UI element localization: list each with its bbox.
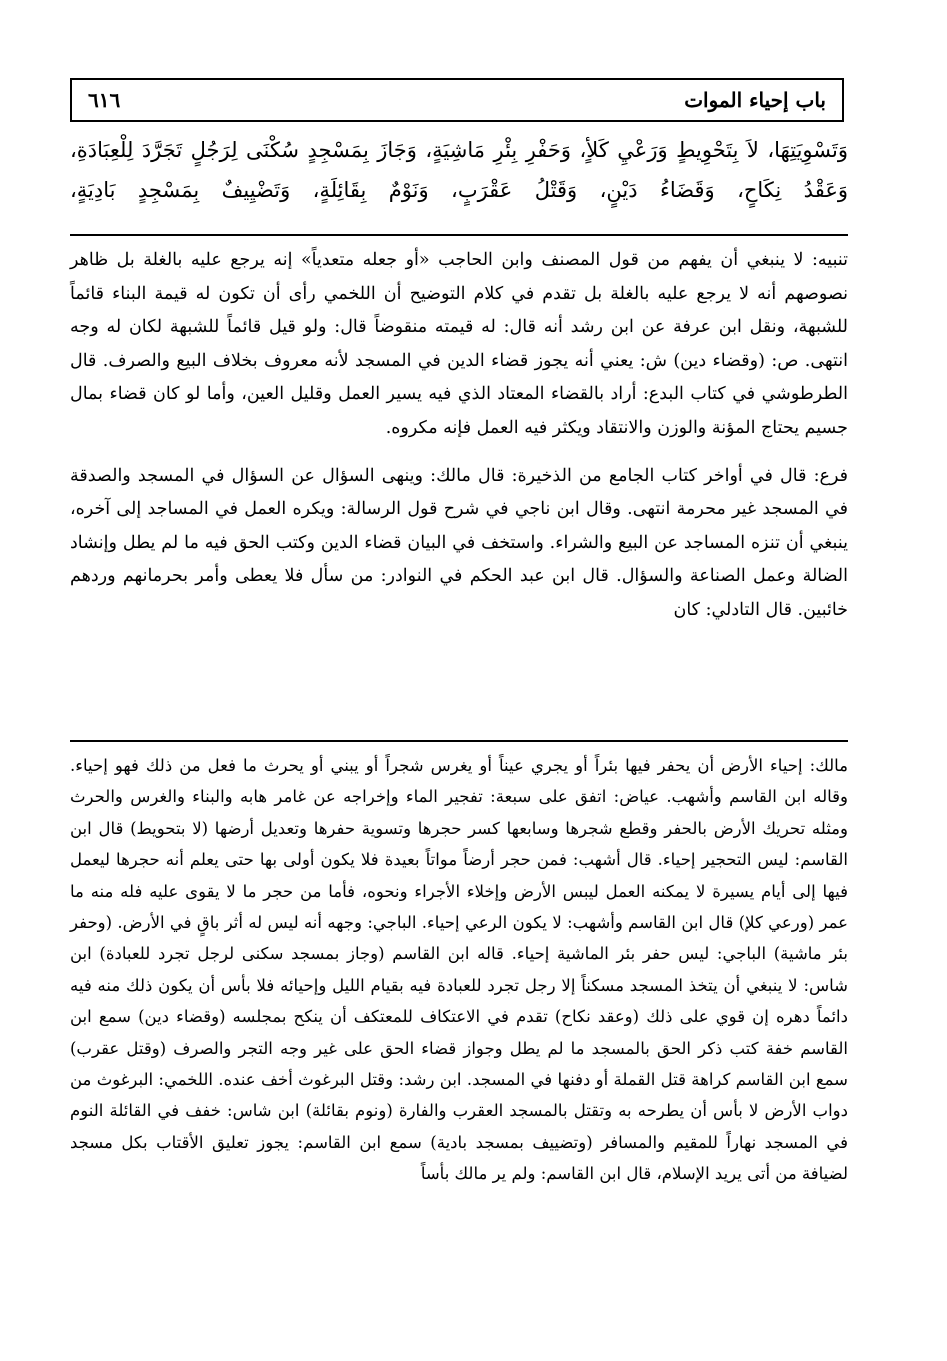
separator-rule [70, 234, 848, 236]
separator-rule [70, 740, 848, 742]
footnote-text: مالك: إحياء الأرض أن يحفر فيها بئراً أو يجري عيناً أو يغرس شجراً أو يبني أو يحرث ما فعل من ذلك فهو إحياء. وقاله ابن القاسم وأشهب. عياض: اتفق على سبعة: تفجير الماء وإخراجه عن غامر هابه والبناء والغرس والحرث ومثله تحريك الأرض بالحفر وقطع شجرها وسابعها كسر حجرها وتسوية حفرها وتعديل أرضها (لا بتحويط) قال ابن القاسم: ليس التحجير إحياء. قال أشهب: فمن حجر أرضاً مواتاً بعيدة فلا يكون أولى بها حتى يعلم أنه حجرها ليعمل فيها إلى أيام يسيرة لا يمكنه العمل ليبس الأرض وإخلاء الأجراء ونحوه، فأما من حجر ما لا يقوى عليه فله منه ما عمر (ورعي كلإ) قال ابن القاسم وأشهب: لا يكون الرعي إحياء. الباجي: وجهه أنه ليس له أثر باقٍ في الأرض. (وحفر بئر ماشية) الباجي: ليس حفر بئر الماشية إحياء. قاله ابن القاسم (وجاز بمسجد سكنى لرجل تجرد للعبادة) ابن شاس: لا ينبغي أن يتخذ المسجد مسكناً إلا رجل تجرد للعبادة فيه بقيام الليل وإحيائه فلا بأس أن يكون ذلك منه فيه دائماً دهره إن قوي على ذلك (وعقد نكاح) تقدم في الاعتكاف للمعتكف أن ينكح بمجلسه (وقضاء دين) سمع ابن القاسم خفة كتب ذكر الحق بالمسجد ما لم يطل وجواز قضاء الحق على غير وجه التجر والصرف (وقتل عقرب) سمع ابن القاسم كراهة قتل القملة أو دفنها في المسجد. ابن رشد: وقتل البرغوث أخف عنده. اللخمي: البرغوث من دواب الأرض لا بأس أن يطرحه به وتقتل بالمسجد العقرب والفارة (ونوم بقائلة) ابن شاس: خفف في القائلة النوم في المسجد نهاراً للمقيم والمسافر (وتضييف بمسجد بادية) سمع ابن القاسم: يجوز تعليق الأقتاب بكل مسجد لضيافة من أتى يريد الإسلام، قال ابن القاسم: ولم ير مالك بأساً [70, 756, 848, 1184]
commentary-paragraph: تنبيه: لا ينبغي أن يفهم من قول المصنف وابن الحاجب «أو جعله متعدياً» إنه يرجع عليه بالغلة بل ظاهر نصوصهم أنه لا يرجع عليه بالغلة بل تقدم في كلام التوضيح أن اللخمي رأى أن تكون له قيمة البناء قائماً للشبهة، ونقل ابن عرفة عن ابن رشد أنه قال: له قيمته منقوضاً قال: ولو قيل قائماً للشبهة لكان له وجه انتهى. ص: (وقضاء دين) ش: يعني أنه يجوز قضاء الدين في المسجد لأنه معروف بخلاف البيع والصرف. قال الطرطوشي في كتاب البدع: أراد بالقضاء المعتاد الذي فيه يسير العمل وقليل العين، وأما لو كان قضاء بمال جسيم يحتاج المؤنة والوزن والانتقاد ويكثر فيه العمل فإنه مكروه. [70, 250, 848, 438]
commentary-section [70, 244, 848, 628]
page-header [70, 78, 844, 122]
chapter-title: باب إحياء الموات [684, 88, 826, 112]
book-page [70, 78, 848, 1348]
commentary-paragraph: فرع: قال في أواخر كتاب الجامع من الذخيرة: قال مالك: وينهى السؤال عن السؤال في المسجد والصدقة في المسجد غير محرمة انتهى. وقال ابن ناجي في شرح قول الرسالة: ويكره العمل في المساجد إلى آخره، ينبغي أن تنزه المساجد عن البيع والشراء. واستخف في البيان قضاء الدين وكتب الحق فيه ما لم يطل وإنشاد الضالة وعمل الصناعة والسؤال. قال ابن عبد الحكم في النوادر: من سأل فلا يعطى وأمر بحرمانهم وردهم خائبين. قال التادلي: كان [70, 465, 848, 620]
main-text-line: وَعَقْدُ نِكَاحٍ، وَقَضَاءُ دَيْنٍ، وَقَتْلُ عَقْرَبٍ، وَنَوْمٌ بِقَائِلَةٍ، وَتَضْيِيفٌ بِمَسْجِدٍ بَادِيَةٍ، [70, 178, 848, 202]
page-number: ٦١٦ [88, 88, 121, 112]
footnote-section [70, 750, 848, 1190]
main-text-line: وَتَسْوِيَتِهَا، لاَ بِتَحْوِيطٍ وَرَعْيِ كَلأٍ، وَحَفْرِ بِئْرِ مَاشِيَةٍ، وَجَازَ بِمَسْجِدٍ سُكْنَى لِرَجُلٍ تَجَرَّدَ لِلْعِبَادَةِ، [70, 138, 848, 162]
main-text [70, 130, 848, 210]
